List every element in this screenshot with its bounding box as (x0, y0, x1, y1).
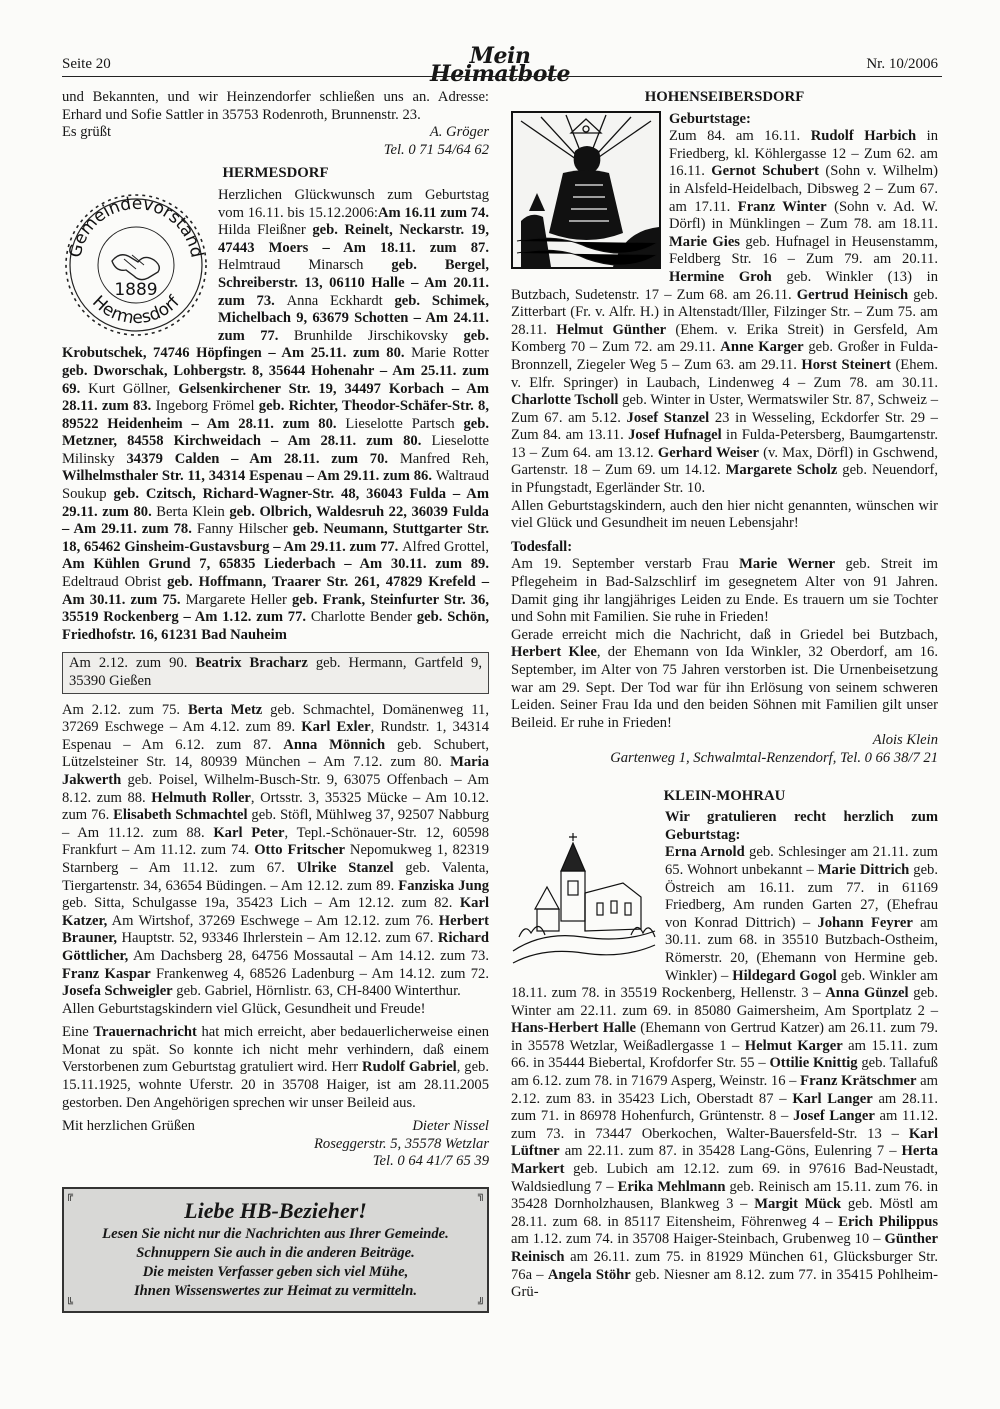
klein-mohrau-intro: Wir gratulieren recht herzlich zum Geburtstag: (665, 809, 938, 843)
person-name: Marie Werner (739, 556, 836, 573)
person-name: geb. Frank, Steinfurter Str. 36, 35519 Rockenberg – Am 1.12. zum 77. (62, 591, 489, 626)
person-name: Anne Karger (720, 339, 804, 356)
person-name: Hermine Groh (669, 268, 772, 285)
saint-woodcut-icon (511, 111, 661, 269)
person-name: Berta Metz (187, 701, 263, 718)
person-name: geb. Reinelt, Neckarstr. 19, 47443 Moers – Am 18.11. zum 87. (218, 222, 489, 256)
greeting: Es grüßt (62, 124, 112, 141)
person-name: Erich Philippus (838, 1213, 939, 1230)
person-name: geb. Schimek, Michelbach 9, 63679 Schotten – Am 24.11. zum 77. (218, 292, 490, 344)
person-name: Herta Markert (511, 1143, 938, 1178)
hb-line: Die meisten Verfasser geben sich viel Mühe, (142, 1264, 409, 1281)
person-name: Erna Arnold (665, 844, 745, 861)
hermesdorf-birthdays-cont: Am 2.12. zum 75. Berta Metz geb. Schmachtel, Domänenweg 11, 37269 Eschwege – Am 4.12. zum 89. Karl Exler, Rundstr. 1, 34314 Espenau – Am 6.12. zum 87. Anna Mönnich geb. Schubert, Lützelsteiner Str. 14, 80939 München – Am 7.12. zum 80. Maria Jakwerth geb. Poisel, Wilhelm-Busch-Str. 9, 63075 Offenbach – Am 8.12. zum 88. Helmuth Roller, Ortsstr. 3, 35325 Mücke – Am 10.12. zum 76. Elisabeth Schmachtel geb. Stöfl, Mühlweg 37, 92507 Nabburg – Am 11.12. zum 88. Karl Peter, Tepl.-Schönauer-Str. 12, 60598 Frankfurt – Am 11.12. zum 74. Otto Fritscher Nepomukweg 1, 82319 Starnberg – Am 11.12. zum 67. Ulrike Stanzel geb. Valenta, Tiergartenstr. 34, 63654 Büdingen. – Am 12.12. zum 89. Fanziska Jung geb. Sitta, Schulgasse 19a, 35423 Lich – Am 12.12. zum 82. Karl Katzer, Am Wirtshof, 37269 Eschwege – Am 12.12. zum 76. Herbert Brauner, Hauptstr. 52, 93346 Ihrlerstein – Am 12.12. zum 67. Richard Göttlicher, Am Dachsberg 28, 64756 Mossautal – Am 14.12. zum 73. Franz Kaspar Frankenweg 4, 68526 Ladenburg – Am 14.12. zum 72. Josefa Schweigler geb. Gabriel, Hörnlistr. 63, CH-8400 Winterthur. (62, 701, 490, 1000)
page-header (0, 43, 1000, 87)
author-address-2: Roseggerstr. 5, 35578 Wetzlar (314, 1135, 489, 1152)
person-name: Horst Steinert (801, 356, 891, 373)
author-address-3: Gartenweg 1, Schwalmtal-Renzendorf, Tel. 0 66 38/7 21 (610, 749, 938, 766)
corner-ornament-icon: ╔ (66, 1190, 74, 1202)
person-name: Johann Feyrer (817, 914, 913, 931)
highlight-entry: Am 2.12. zum 90. Beatrix Bracharz geb. Hermann, Gartfeld 9, 35390 Gießen (69, 655, 482, 689)
person-name: geb. Olbrich, Waldesruh 22, 36039 Fulda – Am 29.11. zum 78. (62, 503, 489, 538)
issue-number: Nr. 10/2006 (866, 56, 938, 72)
hb-line: Schnuppern Sie auch in die anderen Beiträge. (136, 1245, 415, 1262)
person-name: Franz Winter (737, 198, 827, 215)
person-name: Herbert Klee (511, 644, 597, 661)
person-name: Gernot Schubert (711, 163, 819, 180)
section-title-hermesdorf: HERMESDORF (222, 165, 329, 182)
hb-notice-box (62, 1187, 489, 1313)
person-name: Anna Mönnich (283, 736, 386, 753)
person-name: Elisabeth Schmachtel (113, 807, 248, 824)
header-rule (62, 76, 942, 77)
person-name: Hans-Herbert Halle (511, 1020, 637, 1037)
hb-line: Lesen Sie nicht nur die Nachrichten aus Ihrer Gemeinde. (102, 1226, 449, 1243)
section-title-klein-mohrau: KLEIN-MOHRAU (663, 787, 786, 804)
person-name: Helmut Günther (556, 321, 667, 338)
author-phone: Tel. 0 71 54/64 62 (383, 141, 489, 158)
person-name: Gertrud Heinisch (796, 286, 909, 303)
person-name: Maria Jakwerth (62, 754, 489, 788)
hermesdorf-birthdays: Herzlichen Glückwunsch zum Geburtstag vom 16.11. bis 15.12.2006:Am 16.11 zum 74. Hilda Fleißner geb. Reinelt, Neckarstr. 19, 47443 Moers – Am 18.11. zum 87. Helmtraud Minarsch geb. Bergel, Schreiberstr. 13, 06110 Halle – Am 20.11. zum 73. Anna Eckhardt geb. Schimek, Michelbach 9, 63679 Schotten – Am 24.11. zum 77. Brunhilde Jirschikovsky geb. Krobutschek, 74746 Höpfingen – Am 25.11. zum 80. Marie Rotter geb. Dworschak, Lohbergstr. 8, 35644 Hohenahr – Am 25.11. zum 69. Kurt Göllner, Gelsenkirchener Str. 19, 34497 Korbach – Am 28.11. zum 83. Ingeborg Frömel geb. Richter, Theodor-Schäfer-Str. 8, 89522 Heidenheim – Am 28.11. zum 80. Lieselotte Partsch geb. Metzner, 84558 Kirchweidach – Am 28.11. zum 80. Lieselotte Milinsky 34379 Calden – Am 28.11. zum 70. Manfred Reh, Wilhelmsthaler Str. 11, 34314 Espenau – Am 29.11. zum 86. Waltraud Soukup geb. Czitsch, Richard-Wagner-Str. 48, 36043 Fulda – Am 29.11. zum 80. Berta Klein geb. Olbrich, Waldesruh 22, 36039 Fulda – Am 29.11. zum 78. Fanny Hilscher geb. Neumann, Stuttgarter Str. 18, 65462 Ginsheim-Gustavsburg – Am 29.11. zum 77. Alfred Grottel, Am Kühlen Grund 7, 65835 Liederbach – Am 30.11. zum 89. Edeltraud Obrist geb. Hoffmann, Traarer Str. 261, 47829 Krefeld – Am 30.11. zum 75. Margarete Heller geb. Frank, Steinfurter Str. 36, 35519 Rockenberg – Am 1.12. zum 77. Charlotte Bender geb. Schön, Friedhofstr. 16, 61231 Bad Nauheim (62, 186, 490, 643)
person-name: Karl Peter (213, 824, 285, 841)
person-name: Angela Stöhr (547, 1266, 631, 1283)
obituary-klee: Gerade erreicht mich die Nachricht, daß in Griedel bei Butzbach, Herbert Klee, der Ehemann von Ida Winkler, 32 Oberdorf, am 16. September, im Alter von 75 Jahren verstorben ist. Die Urnenbeisetzung war am 29. Sept. Der Tod war für ihn Erlösung von seinem schweren Leiden. Seiner Frau Ida und den beiden Söhnen mit Familien gilt unser Beileid. Er ruhe in Frieden! (511, 626, 939, 731)
closing-row (62, 1118, 489, 1136)
seal-top-text: Gemeindevorstand (65, 193, 207, 260)
person-name: Margit Mück (754, 1196, 842, 1213)
person-name: Trauernachricht (93, 1024, 197, 1041)
person-name: Franz Kaspar (62, 965, 151, 982)
person-name: Rudolf Harbich (810, 128, 917, 145)
person-name: Herbert Brauner, (62, 912, 489, 947)
klein-mohrau-birthdays: Erna Arnold geb. Schlesinger am 21.11. zum 65. Wohnort unbekannt – Marie Dittrich geb. Östreich am 16.11. zum 77. in 61169 Friedberg, Am runden Garten 27, (Ehefrau von Konrad Dittrich) – Johann Feyrer am 30.11. zum 68. in 35510 Butzbach-Ostheim, Römerstr. 20, (Ehemann von Hermine geb. Winkler) – Hildegard Gogol geb. Winkler am 18.11. zum 78. in 35519 Rockenberg, Hellenstr. 3 – Anna Günzel geb. Winter am 22.11. zum 69. in 85080 Gaimersheim, Am Sportplatz 2 – Hans-Herbert Halle (Ehemann von Gertrud Katzer) am 26.11. zum 79. in 35578 Wetzlar, Weißadlergasse 1 – Helmut Karger am 15.11. zum 66. in 35444 Biebertal, Krofdorfer Str. 55 – Ottilie Knittig geb. Tallafuß am 6.12. zum 78. in 71679 Asperg, Weinstr. 16 – Franz Krätschmer am 2.12. zum 83. in 35423 Lich, Oberstadt 87 – Karl Langer am 28.11. zum 71. in 86978 Hohenfurch, Grüntenstr. 8 – Josef Langer am 11.12. zum 73. in 73447 Oberkochen, Walter-Bauersfeld-Str. 13 – Karl Lüftner am 22.11. zum 87. in 35428 Lang-Göns, Eulenring 7 – Herta Markert geb. Lubich am 12.12. zum 69. in 97616 Bad-Neustadt, Waldsiedlung 7 – Erika Mehlmann geb. Reinisch am 15.11. zum 76. in 35428 Dornholzhausen, Blankweg 3 – Margit Mück geb. Möstl am 28.11. zum 68. in 85117 Eitensheim, Föhrenweg 4 – Erich Philippus am 1.12. zum 74. in 35708 Haiger-Steinbach, Grubenweg 10 – Günther Reinisch am 26.11. zum 75. in 81929 München 61, Glücksburger Str. 76a – Angela Stöhr geb. Niesner am 8.12. zum 77. in 35415 Pohlheim-Grü- (511, 844, 939, 1301)
person-name: Hildegard Gogol (732, 967, 837, 984)
mourning-notice: Eine Trauernachricht hat mich erreicht, aber bedauerlicherweise einen Monat zu spät. So konnte ich nicht mehr verhindern, daß einem Verstorbenen zum Geburtstag gratuliert wird. Herr Rudolf Gabriel, geb. 15.11.1925, wohnte Uferstr. 20 in 35708 Haiger, ist am 28.11.2005 gestorben. Den Angehörigen sprechen wir unser Beileid aus. (62, 1024, 489, 1111)
left-column (62, 89, 489, 1313)
person-name: geb. Schön, Friedhofstr. 16, 61231 Bad Nauheim (62, 609, 489, 643)
gemeindevorstand-seal-icon (62, 191, 210, 339)
author-phone-2: Tel. 0 64 41/7 65 39 (372, 1153, 489, 1170)
corner-ornament-icon: ╝ (477, 1298, 485, 1310)
person-name: Erika Mehlmann (617, 1178, 726, 1195)
author-name-2: Dieter Nissel (412, 1118, 489, 1135)
person-name: Karl Katzer, (62, 895, 489, 929)
author-name-3: Alois Klein (872, 732, 938, 749)
hb-line: Ihnen Wissenswertes zur Heimat zu vermitteln. (133, 1283, 417, 1300)
geburtstage-label: Geburtstage: (669, 110, 751, 127)
person-name: Am 16.11 zum 74. (377, 204, 490, 221)
birthday-wishes: Allen Geburtstagskindern viel Glück, Gesundheit und Freude! (62, 1000, 426, 1017)
corner-ornament-icon: ╗ (477, 1190, 485, 1202)
section-title-hohenseibersdorf: HOHENSEIBERSDORF (644, 89, 805, 105)
person-name: Karl Exler (301, 719, 371, 736)
person-name: Günther Reinisch (511, 1231, 938, 1265)
corner-ornament-icon: ╚ (66, 1298, 74, 1310)
person-name: Anna Günzel (825, 985, 909, 1002)
todesfall-label: Todesfall: (511, 538, 573, 555)
hb-title: Liebe HB-Bezieher! (184, 1198, 367, 1224)
person-name: geb. Richter, Theodor-Schäfer-Str. 8, 89522 Heidenheim – Am 28.11. zum 80. (62, 398, 489, 432)
person-name: geb. Krobutschek, 74746 Höpfingen – Am 25.11. zum 80. (62, 327, 489, 362)
masthead-logo: Mein Heimatbote (429, 43, 571, 87)
person-name: Franz Krätschmer (800, 1073, 917, 1090)
right-column (511, 89, 938, 1302)
birthday-wishes-right: Allen Geburtstagskindern, auch den hier nicht genannten, wünschen wir viel Glück und Gesundheit im neuen Lebensjahr! (511, 497, 938, 532)
person-name: Karl Lüftner (511, 1125, 938, 1160)
person-name: Marie Gies (669, 233, 740, 250)
person-name: Rudolf Gabriel (362, 1059, 457, 1076)
person-name: geb. Dworschak, Lohbergstr. 8, 35644 Hohenahr – Am 25.11. zum 69. (62, 362, 489, 397)
page-number: Seite 20 (62, 56, 111, 72)
author-name: A. Gröger (429, 124, 489, 141)
intro-paragraph: und Bekannten, und wir Heinzendorfer schließen uns an. Adresse: Erhard und Sofie Sattler in 35753 Rodenroth, Brunnenstr. 23. (62, 89, 489, 123)
person-name: Charlotte Tscholl (511, 392, 619, 409)
person-name: Am Kühlen Grund 7, 65835 Liederbach – Am 30.11. zum 89. (62, 556, 489, 573)
person-name: Karl Langer (792, 1090, 873, 1107)
hohenseibersdorf-birthdays: Zum 84. am 16.11. Rudolf Harbich in Friedberg, kl. Köhlergasse 12 – Zum 62. am 16.11. Gernot Schubert (Sohn v. Wilhelm) in Alsfeld-Heidelbach, Dibsweg 2 – Zum 67. am 17.11. Franz Winter (Sohn v. Ad. W. Dörfl) in Münklingen – Zum 78. am 18.11. Marie Gies geb. Hufnagel in Heusenstamm, Feldberg Str. 16 – Zum 79. am 20.11. Hermine Groh geb. Winkler (13) in Butzbach, Sudetenstr. 17 – Zum 68. am 26.11. Gertrud Heinisch geb. Zitterbart (Fr. v. Alfr. H.) in Altenstadt/Iller, Filzinger Str. – Zum 75. am 28.11. Helmut Günther (Ehem. v. Erika Streit) in Gersfeld, Am Komberg 70 – Zum 72. am 29.11. Anne Karger geb. Großer in Fulda-Bronnzell, Ziegeler Weg 5 – Zum 63. am 29.11. Horst Steinert (Ehem. v. Elfr. Springer) in Laubach, Lindenweg 4 – Zum 78. am 30.11. Charlotte Tscholl geb. Winter in Uster, Wermatswiler Str. 87, Schweiz – Zum 67. am 5.12. Josef Stanzel 23 in Wesseling, Eckdorfer Str. 29 – Zum 84. am 13.11. Josef Hufnagel in Fulda-Petersberg, Baumgartenstr. 13 – Zum 64. am 13.12. Gerhard Weiser (v. Max, Dörfl) in Gschwend, Gartenstr. 18 – Zum 69. um 14.12. Margarete Scholz geb. Neuendorf, in Pfungstadt, Egerländer Str. 10. (511, 128, 939, 497)
person-name: Josef Hufnagel (628, 427, 722, 444)
person-name: Otto Fritscher (254, 842, 346, 859)
person-name: geb. Neumann, Stuttgarter Str. 18, 65462 Ginsheim-Gustavsburg – Am 29.11. zum 77. (62, 521, 489, 555)
signature-row (62, 124, 489, 142)
person-name: Richard Göttlicher, (62, 930, 489, 964)
person-name: Ottilie Knittig (769, 1055, 858, 1072)
person-name: 34379 Calden – Am 28.11. zum 70. (114, 450, 400, 467)
person-name: Josefa Schweigler (62, 983, 173, 1000)
closing-text: Mit herzlichen Grüßen (62, 1118, 195, 1135)
person-name: Helmuth Roller (151, 789, 251, 806)
seal-year: 1889 (114, 279, 158, 300)
person-name: Fanziska Jung (398, 877, 490, 894)
highlight-box (62, 652, 489, 693)
person-name: Wilhelmsthaler Str. 11, 34314 Espenau – Am 29.11. zum 86. (62, 468, 436, 485)
person-name: Ulrike Stanzel (296, 859, 394, 876)
seal-bottom-text: Hermesdorf (88, 291, 184, 329)
church-drawing-icon (511, 831, 657, 973)
person-name: Josef Langer (793, 1108, 875, 1125)
person-name: Beatrix Bracharz (195, 655, 308, 672)
person-name: Marie Dittrich (817, 861, 910, 878)
person-name: Gerhard Weiser (657, 444, 759, 461)
person-name: Margarete Scholz (725, 462, 838, 479)
person-name: geb. Metzner, 84558 Kirchweidach – Am 28.11. zum 80. (62, 415, 490, 450)
person-name: Gelsenkirchener Str. 19, 34497 Korbach – Am 28.11. zum 83. (62, 380, 489, 415)
person-name: geb. Hoffmann, Traarer Str. 261, 47829 Krefeld – Am 30.11. zum 75. (62, 574, 489, 608)
person-name: Helmut Karger (744, 1037, 843, 1054)
obituary-werner: Am 19. September verstarb Frau Marie Werner geb. Streit im Pflegeheim in Bad-Salzschlirf im gesegnetem Alter von 91 Jahren. Damit ging ihr langjähriges Leiden zu Ende. Es trauern um sie Tochter und Sohn mit Familien. Sie ruhe in Frieden! (511, 556, 938, 626)
person-name: geb. Bergel, Schreiberstr. 13, 06110 Halle – Am 20.11. zum 73. (218, 257, 489, 309)
person-name: geb. Czitsch, Richard-Wagner-Str. 48, 36043 Fulda – Am 29.11. zum 80. (62, 486, 489, 520)
person-name: Josef Stanzel (626, 409, 710, 426)
